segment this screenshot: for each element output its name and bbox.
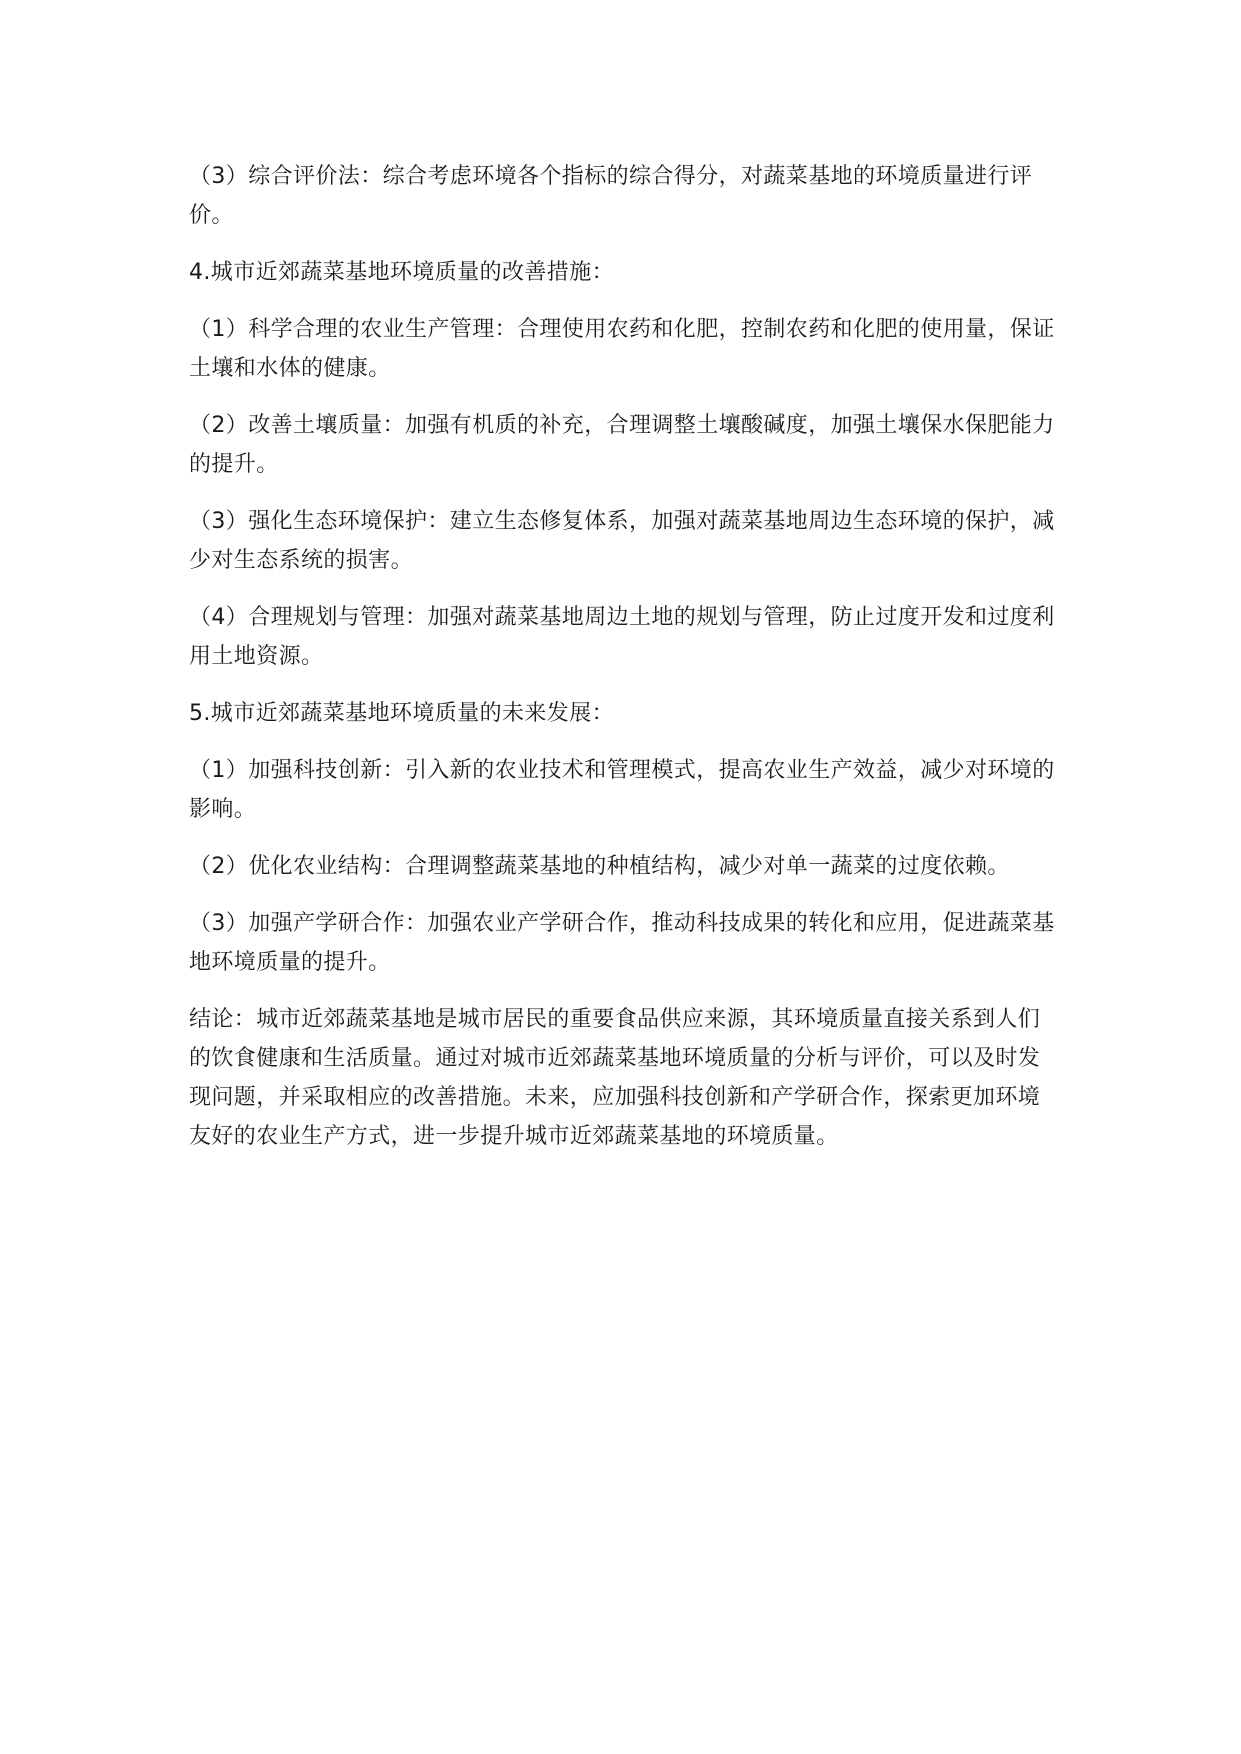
paragraph-conclusion: 结论：城市近郊蔬菜基地是城市居民的重要食品供应来源，其环境质量直接关系到人们的饮食健康和生活质量。通过对城市近郊蔬菜基地环境质量的分析与评价，可以及时发现问题，并采取相应的改善措施。未来，应加强科技创新和产学研合作，探索更加环境友好的农业生产方式，进一步提升城市近郊蔬菜基地的环境质量。 xyxy=(189,1007,1041,1149)
paragraph-measure-4: （4）合理规划与管理：加强对蔬菜基地周边土地的规划与管理，防止过度开发和过度利用土地资源。 xyxy=(189,605,1055,669)
document-body xyxy=(189,157,1061,1174)
paragraph-future-2: （2）优化农业结构：合理调整蔬菜基地的种植结构，减少对单一蔬菜的过度依赖。 xyxy=(189,854,1010,879)
paragraph-measure-1: （1）科学合理的农业生产管理：合理使用农药和化肥，控制农药和化肥的使用量，保证土壤和水体的健康。 xyxy=(189,317,1055,381)
paragraph-measure-2: （2）改善土壤质量：加强有机质的补充，合理调整土壤酸碱度，加强土壤保水保肥能力的提升。 xyxy=(189,413,1055,477)
paragraph-measure-3: （3）强化生态环境保护：建立生态修复体系，加强对蔬菜基地周边生态环境的保护，减少对生态系统的损害。 xyxy=(189,509,1055,573)
section-heading-future-development: 5.城市近郊蔬菜基地环境质量的未来发展： xyxy=(189,701,614,726)
paragraph-future-1: （1）加强科技创新：引入新的农业技术和管理模式，提高农业生产效益，减少对环境的影响。 xyxy=(189,758,1055,822)
paragraph-evaluation-method-3: （3）综合评价法：综合考虑环境各个指标的综合得分，对蔬菜基地的环境质量进行评价。 xyxy=(189,164,1033,228)
section-heading-improvement-measures: 4.城市近郊蔬菜基地环境质量的改善措施： xyxy=(189,260,614,285)
paragraph-future-3: （3）加强产学研合作：加强农业产学研合作，推动科技成果的转化和应用，促进蔬菜基地环境质量的提升。 xyxy=(189,911,1055,975)
